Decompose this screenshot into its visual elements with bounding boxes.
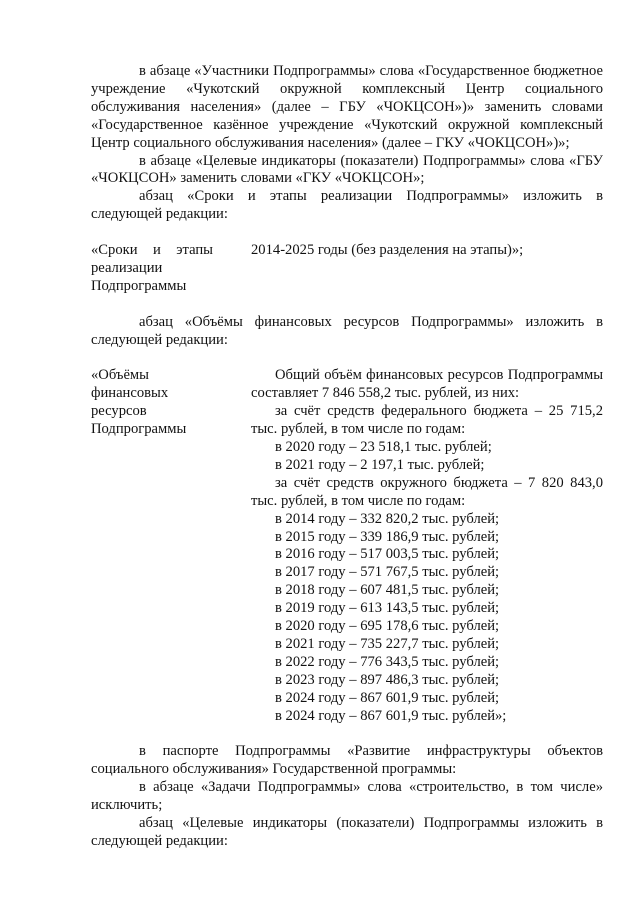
- finance-table-value: [251, 367, 603, 725]
- spacer: [91, 224, 603, 242]
- finance-total: Общий объём финансовых ресурсов Подпрограммы составляет 7 846 558,2 тыс. рублей, из них:: [251, 367, 603, 402]
- terms-label-line: реализации: [91, 259, 163, 276]
- finance-table-label: [91, 367, 251, 725]
- paragraph-finance-intro: абзац «Объёмы финансовых ресурсов Подпрограммы» изложить в следующей редакции:: [91, 313, 603, 348]
- finance-label-line: «Объёмы: [91, 367, 149, 384]
- terms-table-value: [251, 242, 603, 296]
- finance-table: [91, 367, 603, 725]
- finance-year-line: в 2023 году – 897 486,3 тыс. рублей;: [275, 671, 500, 688]
- paragraph-tasks: в абзаце «Задачи Подпрограммы» слова «строительство, в том числе» исключить;: [91, 779, 603, 814]
- spacer: [91, 349, 603, 367]
- terms-label-line: Подпрограммы: [91, 277, 187, 294]
- finance-year-line: в 2016 году – 517 003,5 тыс. рублей;: [275, 546, 500, 563]
- document-page: [91, 63, 603, 851]
- terms-value: 2014-2025 годы (без разделения на этапы)»;: [251, 242, 524, 259]
- finance-year-line: в 2024 году – 867 601,9 тыс. рублей»;: [275, 707, 507, 724]
- finance-year-line: в 2017 году – 571 767,5 тыс. рублей;: [275, 564, 500, 581]
- finance-year-line: в 2018 году – 607 481,5 тыс. рублей;: [275, 582, 500, 599]
- finance-year-line: в 2021 году – 735 227,7 тыс. рублей;: [275, 635, 500, 652]
- paragraph-indicators: в абзаце «Целевые индикаторы (показатели) Подпрограммы» слова «ГБУ «ЧОКЦСОН» заменить словами «ГКУ «ЧОКЦСОН»;: [91, 152, 603, 187]
- finance-year-line: в 2014 году – 332 820,2 тыс. рублей;: [275, 510, 500, 527]
- finance-year-line: в 2024 году – 867 601,9 тыс. рублей;: [275, 689, 500, 706]
- terms-table-label: [91, 242, 251, 296]
- finance-district: за счёт средств окружного бюджета – 7 820 843,0 тыс. рублей, в том числе по годам:: [251, 474, 603, 509]
- finance-year-line: в 2021 году – 2 197,1 тыс. рублей;: [275, 456, 485, 473]
- spacer: [91, 725, 603, 743]
- finance-label-line: финансовых: [91, 385, 169, 402]
- finance-year-line: в 2020 году – 23 518,1 тыс. рублей;: [275, 438, 492, 455]
- finance-year-line: в 2020 году – 695 178,6 тыс. рублей;: [275, 618, 500, 635]
- finance-federal: за счёт средств федерального бюджета – 25 715,2 тыс. рублей, в том числе по годам:: [251, 403, 603, 438]
- paragraph-indicators-intro: абзац «Целевые индикаторы (показатели) Подпрограммы изложить в следующей редакции:: [91, 815, 603, 849]
- terms-label-line: «Сроки и этапы: [91, 242, 213, 259]
- paragraph-passport: в паспорте Подпрограммы «Развитие инфраструктуры объектов социального обслуживания» Государственной программы:: [91, 743, 603, 778]
- finance-year-line: в 2015 году – 339 186,9 тыс. рублей;: [275, 528, 500, 545]
- finance-label-line: Подпрограммы: [91, 421, 187, 438]
- paragraph-terms-intro: абзац «Сроки и этапы реализации Подпрограммы» изложить в следующей редакции:: [91, 188, 603, 223]
- terms-table: [91, 242, 603, 296]
- spacer: [91, 296, 603, 314]
- finance-label-line: ресурсов: [91, 403, 147, 420]
- finance-year-line: в 2019 году – 613 143,5 тыс. рублей;: [275, 600, 500, 617]
- paragraph-participants: в абзаце «Участники Подпрограммы» слова «Государственное бюджетное учреждение «Чукотский окружной комплексный Центр социального обслуживания населения» (далее – ГБУ «ЧОКЦСОН»)» заменить словами «Государственное казённое учреждение «Чукотский окружной комплексный Центр социального обслуживания населения» (далее – ГКУ «ЧОКЦСОН»)»;: [91, 63, 603, 151]
- finance-year-line: в 2022 году – 776 343,5 тыс. рублей;: [275, 653, 500, 670]
